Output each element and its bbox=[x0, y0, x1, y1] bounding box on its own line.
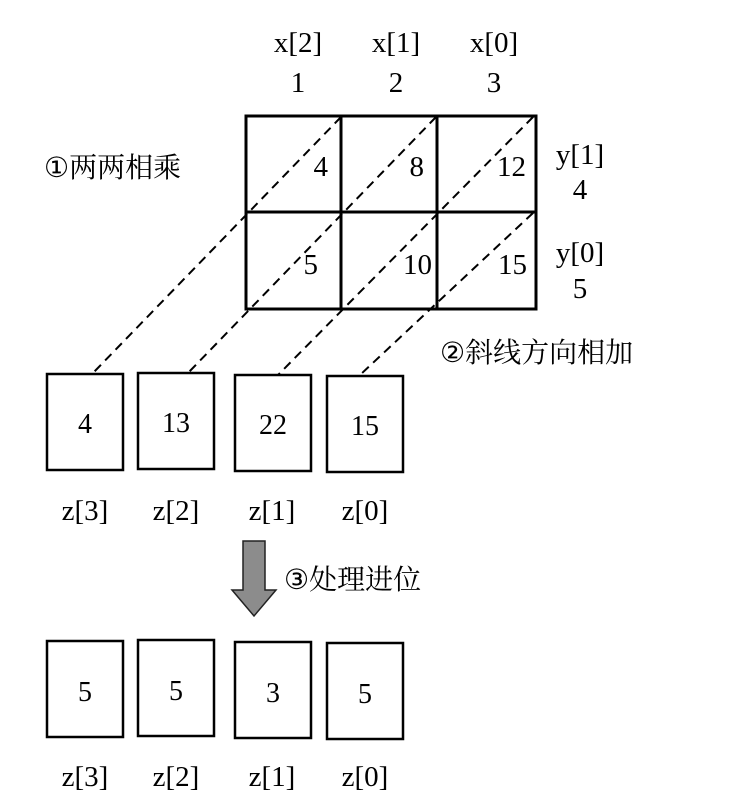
product-r1-c0: 12 bbox=[497, 151, 526, 183]
x-digit-0: 3 bbox=[486, 67, 502, 99]
step1-label: ①两两相乘 bbox=[44, 151, 182, 184]
result-label-0: z[0] bbox=[341, 761, 389, 793]
product-grid bbox=[246, 116, 536, 309]
x-digit-1: 2 bbox=[388, 67, 404, 99]
product-r0-c2: 5 bbox=[303, 249, 318, 281]
result-label-2: z[2] bbox=[152, 761, 200, 793]
result-value-3: 5 bbox=[78, 677, 92, 708]
y-digit-1: 4 bbox=[572, 174, 588, 206]
sum-label-0: z[0] bbox=[341, 495, 389, 527]
carry-arrow-icon bbox=[232, 541, 276, 616]
sum-label-2: z[2] bbox=[152, 495, 200, 527]
x-label-0: x[0] bbox=[469, 27, 519, 59]
sum-value-1: 22 bbox=[259, 410, 287, 441]
y-label-0: y[0] bbox=[555, 237, 605, 269]
sum-label-3: z[3] bbox=[61, 495, 109, 527]
product-r1-c1: 8 bbox=[409, 151, 424, 183]
result-boxes bbox=[47, 640, 403, 739]
result-label-1: z[1] bbox=[248, 761, 296, 793]
x-digit-2: 1 bbox=[290, 67, 306, 99]
step2-label: ②斜线方向相加 bbox=[440, 336, 634, 369]
product-r1-c2: 4 bbox=[313, 151, 328, 183]
x-label-1: x[1] bbox=[371, 27, 421, 59]
result-value-2: 5 bbox=[169, 676, 183, 707]
step3-label: ③处理进位 bbox=[284, 563, 422, 596]
result-value-1: 3 bbox=[266, 678, 280, 709]
sum-value-2: 13 bbox=[162, 408, 190, 439]
product-r0-c1: 10 bbox=[403, 249, 432, 281]
y-label-1: y[1] bbox=[555, 139, 605, 171]
x-label-2: x[2] bbox=[273, 27, 323, 59]
sum-value-3: 4 bbox=[78, 409, 92, 440]
sum-label-1: z[1] bbox=[248, 495, 296, 527]
y-digit-0: 5 bbox=[572, 273, 588, 305]
diagonal-2 bbox=[188, 117, 436, 373]
result-value-0: 5 bbox=[358, 679, 372, 710]
product-r0-c0: 15 bbox=[498, 249, 527, 281]
sum-value-0: 15 bbox=[351, 411, 379, 442]
sum-boxes bbox=[47, 373, 403, 472]
result-label-3: z[3] bbox=[61, 761, 109, 793]
